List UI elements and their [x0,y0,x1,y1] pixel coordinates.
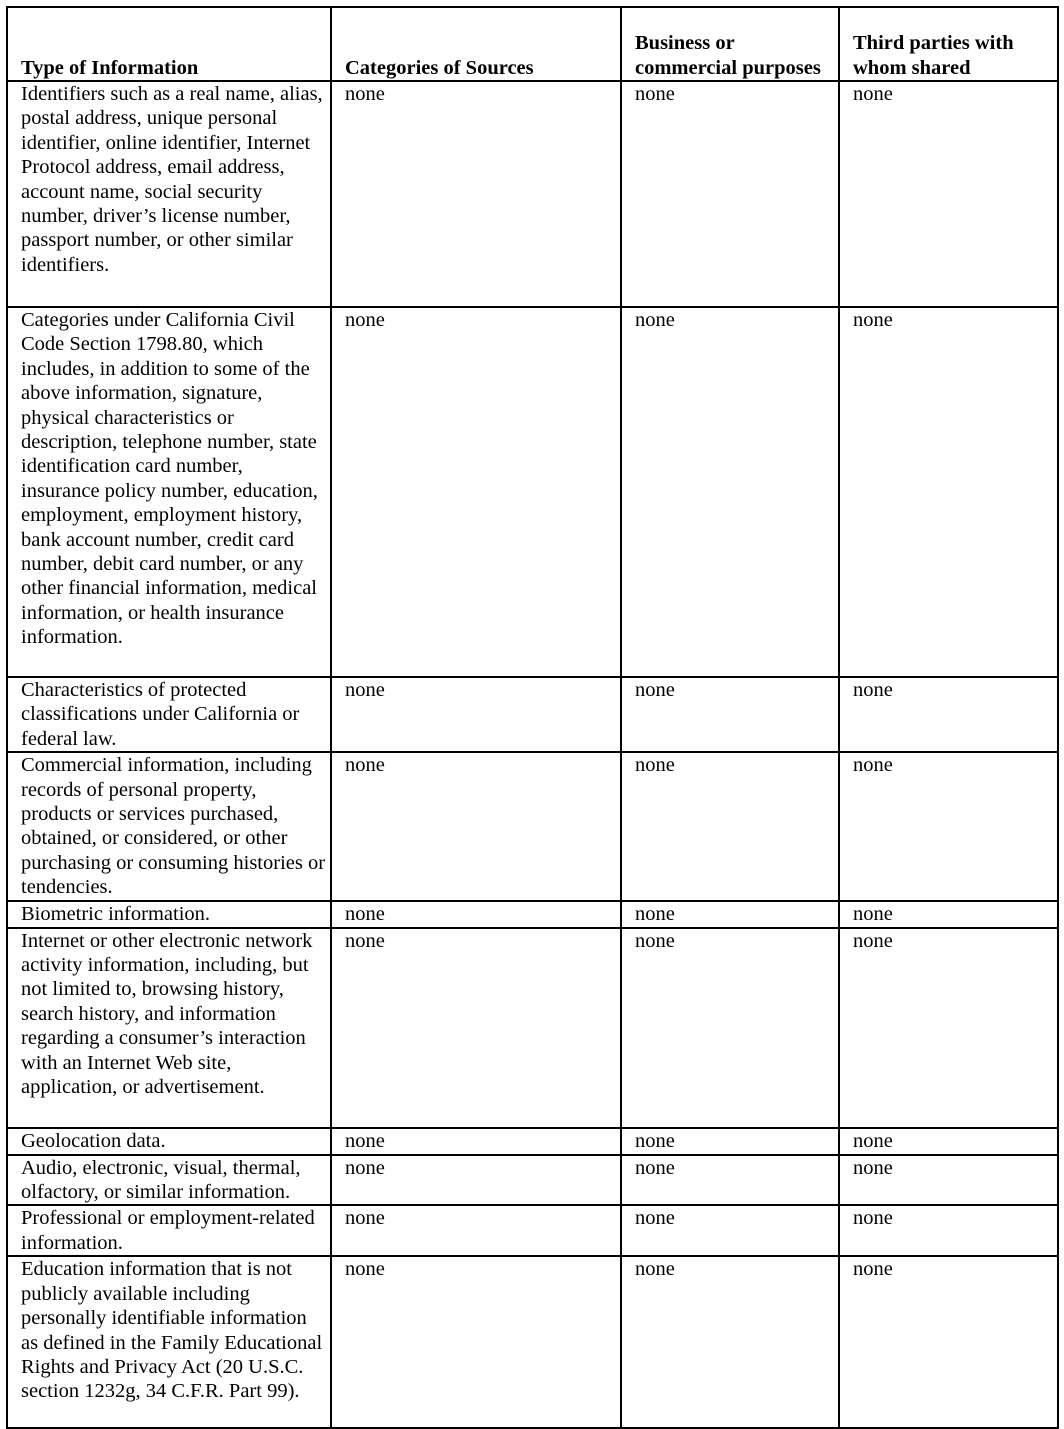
type-cell: Identifiers such as a real name, alias, postal address, unique personal identifier, online identifier, Internet Protocol address, email address, account name, social security number, driver’s license number, passport number, or other similar identifiers. [7,81,331,307]
sources-cell: none [331,1256,621,1428]
type-cell: Biometric information. [7,901,331,927]
purposes-cell: none [621,1256,839,1428]
table-row [7,1128,1058,1155]
type-cell: Audio, electronic, visual, thermal, olfactory, or similar information. [7,1155,331,1206]
sources-cell: none [331,1155,621,1206]
sources-cell: none [331,1128,621,1155]
header-type-of-information: Type of Information [7,7,331,81]
table-row [7,1205,1058,1256]
header-categories-of-sources: Categories of Sources [331,7,621,81]
header-third-parties: Third parties with whom shared [839,7,1058,81]
sources-cell: none [331,928,621,1128]
header-business-purposes: Business or commercial purposes [621,7,839,81]
purposes-cell: none [621,1128,839,1155]
type-cell: Categories under California Civil Code Section 1798.80, which includes, in addition to some of the above information, signature, physical characteristics or description, telephone number, state identification card number, insurance policy number, education, employment, employment history, bank account number, credit card number, debit card number, or any other financial information, medical information, or health insurance information. [7,307,331,677]
sources-cell: none [331,752,621,901]
table-row [7,901,1058,927]
third-parties-cell: none [839,1205,1058,1256]
purposes-cell: none [621,901,839,927]
type-cell: Characteristics of protected classifications under California or federal law. [7,677,331,752]
purposes-cell: none [621,1155,839,1206]
type-cell: Commercial information, including records of personal property, products or services purchased, obtained, or considered, or other purchasing or consuming histories or tendencies. [7,752,331,901]
third-parties-cell: none [839,928,1058,1128]
sources-cell: none [331,677,621,752]
third-parties-cell: none [839,1155,1058,1206]
purposes-cell: none [621,1205,839,1256]
third-parties-cell: none [839,677,1058,752]
sources-cell: none [331,81,621,307]
table-row [7,1256,1058,1428]
table-row [7,81,1058,307]
information-table [6,6,1059,1429]
third-parties-cell: none [839,901,1058,927]
type-cell: Professional or employment-related information. [7,1205,331,1256]
type-cell: Internet or other electronic network activity information, including, but not limited to, browsing history, search history, and information regarding a consumer’s interaction with an Internet Web site, application, or advertisement. [7,928,331,1128]
sources-cell: none [331,307,621,677]
third-parties-cell: none [839,81,1058,307]
third-parties-cell: none [839,307,1058,677]
table-row [7,677,1058,752]
header-row [7,7,1058,81]
table-row [7,1155,1058,1206]
type-cell: Education information that is not publicly available including personally identifiable information as defined in the Family Educational Rights and Privacy Act (20 U.S.C. section 1232g, 34 C.F.R. Part 99). [7,1256,331,1428]
third-parties-cell: none [839,752,1058,901]
purposes-cell: none [621,81,839,307]
purposes-cell: none [621,307,839,677]
table-row [7,307,1058,677]
type-cell: Geolocation data. [7,1128,331,1155]
purposes-cell: none [621,677,839,752]
third-parties-cell: none [839,1256,1058,1428]
purposes-cell: none [621,928,839,1128]
table-row [7,928,1058,1128]
sources-cell: none [331,901,621,927]
sources-cell: none [331,1205,621,1256]
table-row [7,752,1058,901]
purposes-cell: none [621,752,839,901]
third-parties-cell: none [839,1128,1058,1155]
